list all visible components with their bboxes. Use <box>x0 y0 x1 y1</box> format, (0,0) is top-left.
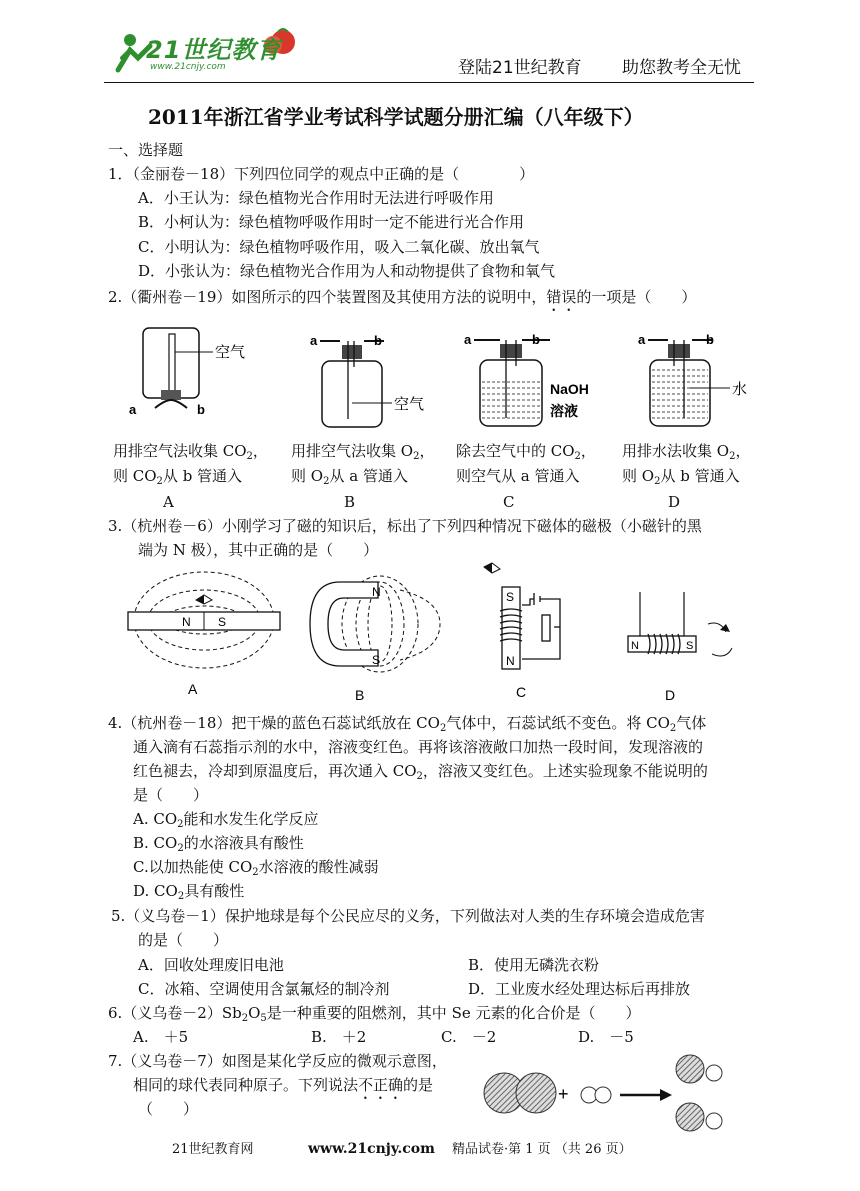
q3c-pole-n: N <box>506 654 515 668</box>
q2-caption-a-line1: 用排空气法收集 $CO_2$， <box>113 442 268 462</box>
q6-option-d: D. －5 <box>578 1028 634 1046</box>
q3-label-b: B <box>355 687 365 703</box>
q4-option-b: B. $CO_2$的水溶液具有酸性 <box>133 834 304 854</box>
q3c-pole-s: S <box>506 590 515 604</box>
q7-line2: 相同的球代表同种原子。下列说法不正确的是 <box>133 1076 434 1094</box>
q2b-label-b: b <box>374 333 382 348</box>
q2-caption-b-line1: 用排空气法收集 $O_2$， <box>291 442 435 462</box>
q6-option-a: A. ＋5 <box>133 1028 189 1046</box>
q7-line1: 7.（义乌卷－7）如图是某化学反应的微观示意图， <box>108 1052 447 1070</box>
q2c-label-b: b <box>532 332 540 347</box>
q5-option-d: D．工业废水经处理达标后再排放 <box>468 980 691 998</box>
q2a-label-b: b <box>197 402 205 417</box>
q2-caption-a-line2: 则 $CO_2$从 b 管通入 <box>113 467 243 487</box>
q2d-water: 水 <box>732 381 748 398</box>
q2-caption-d-line1: 用排水法收集 $O_2$， <box>622 442 751 462</box>
q2-label-b: B <box>344 493 356 511</box>
q3d-pole-n: N <box>631 640 639 652</box>
q2-caption-c-line2: 则空气从 a 管通入 <box>456 467 580 485</box>
q2a-label-a: a <box>129 402 137 417</box>
q3a-pole-n: N <box>182 615 191 629</box>
q5-option-b: B．使用无磷洗衣粉 <box>468 956 600 974</box>
q1-stem: 1．（金丽卷－18）下列四位同学的观点中正确的是（ ） <box>108 165 535 183</box>
q2-caption-b-line2: 则 $O_2$从 a 管通入 <box>291 467 408 487</box>
q2-figure-a <box>125 322 246 422</box>
q2-caption-c-line1: 除去空气中的 $CO_2$， <box>456 442 596 462</box>
q2b-label-a: a <box>310 333 318 348</box>
q5-option-a: A．回收处理废旧电池 <box>138 956 284 974</box>
header-slogan-1: 登陆21世纪教育 <box>458 58 582 78</box>
q6-option-c: C. －2 <box>441 1028 497 1046</box>
q5-line1: 5.（义乌卷－1）保护地球是每个公民应尽的义务，下列做法对人类的生存环境会造成危害 <box>111 907 705 925</box>
q2-stem: 2.（衢州卷－19）如图所示的四个装置图及其使用方法的说明中，错误的一项是（ ） <box>108 288 697 306</box>
q2-figure-b <box>300 327 430 432</box>
q4-line2: 通入滴有石蕊指示剂的水中，溶液变红色。再将该溶液敞口加热一段时间，发现溶液的 <box>133 738 704 756</box>
footer-page-info: 精品试卷·第 1 页 （共 26 页） <box>452 1142 632 1157</box>
q4-line3: 红色褪去，冷却到原温度后，再次通入 $CO_2$，溶液又变红色。上述实验现象不能说明的 <box>133 762 708 782</box>
q5-option-c: C．冰箱、空调使用含氯氟烃的制冷剂 <box>138 980 390 998</box>
q6-stem: 6.（义乌卷$-2)Sb_2O_5$是一种重要的阻燃剂，其中 Se 元素的化合价是（ ） <box>108 1004 641 1024</box>
q2c-label-a: a <box>464 332 472 347</box>
q3-figure-c <box>470 555 580 705</box>
q1-option-b: B．小柯认为：绿色植物呼吸作用时一定不能进行光合作用 <box>138 213 525 231</box>
q3-label-c: C <box>516 684 527 700</box>
q3-figure-d <box>620 590 750 705</box>
q4-option-a: A. $CO_2$能和水发生化学反应 <box>133 810 319 830</box>
logo-text: 21世纪教育 <box>146 36 282 64</box>
q2-label-a: A <box>163 493 174 511</box>
q4-option-c: C.以加热能使 $CO_2$水溶液的酸性减弱 <box>133 858 379 878</box>
q2d-label-b: b <box>706 332 714 347</box>
q3b-pole-s: S <box>372 653 381 667</box>
header-divider <box>104 82 754 83</box>
q2-figure-d <box>634 322 754 427</box>
q2-label-c: C <box>503 493 515 511</box>
q2c-naoh: NaOH <box>550 381 589 397</box>
q7-reaction-diagram <box>480 1053 740 1135</box>
q3-figure-b <box>300 560 450 705</box>
q3d-pole-s: S <box>686 640 694 652</box>
page-title: 2011年浙江省学业考试科学试题分册汇编（八年级下） <box>148 105 644 129</box>
q4-line4: 是（ ） <box>133 786 209 804</box>
q2-figure-c <box>460 322 610 427</box>
header-slogan-2: 助您教考全无忧 <box>622 58 741 78</box>
q4-line1: 4.（杭州卷－18）把干燥的蓝色石蕊试纸放在 $CO_2$气体中，石蕊试纸不变色。将 $CO_2$气体 <box>108 714 707 734</box>
q2d-label-a: a <box>638 332 646 347</box>
q3-figure-a <box>120 562 290 702</box>
q2-label-d: D <box>668 493 681 511</box>
q5-line2: 的是（ ） <box>138 931 229 949</box>
q1-option-a: A．小王认为：绿色植物光合作用时无法进行呼吸作用 <box>138 189 494 207</box>
q7-plus: + <box>558 1084 569 1104</box>
q3-line1: 3.（杭州卷－6）小刚学习了磁的知识后，标出了下列四种情况下磁体的磁极（小磁针的黑 <box>108 517 702 535</box>
q3-label-d: D <box>665 687 676 703</box>
q2c-solution: 溶液 <box>550 403 578 419</box>
q3b-pole-n: N <box>372 585 381 599</box>
q6-option-b: B. ＋2 <box>311 1028 367 1046</box>
q2b-air-label: 空气 <box>394 396 425 413</box>
q2-caption-d-line2: 则 $O_2$从 b 管通入 <box>622 467 740 487</box>
footer-url[interactable]: www.21cnjy.com <box>308 1141 435 1157</box>
section-heading: 一、选择题 <box>108 141 184 159</box>
footer-site: 21世纪教育网 <box>172 1142 254 1157</box>
q1-option-d: D．小张认为：绿色植物光合作用为人和动物提供了食物和氧气 <box>138 262 556 280</box>
q4-option-d: D. $CO_2$具有酸性 <box>133 882 245 902</box>
q3-line2: 端为 N 极），其中正确的是（ ） <box>138 541 379 559</box>
q2a-air-label: 空气 <box>215 344 246 361</box>
q3a-pole-s: S <box>218 615 227 629</box>
q7-line3: （ ） <box>138 1100 199 1118</box>
q1-option-c: C．小明认为：绿色植物呼吸作用，吸入二氧化碳、放出氧气 <box>138 238 540 256</box>
logo-url: www.21cnjy.com <box>150 62 226 72</box>
q3-label-a: A <box>188 681 198 697</box>
